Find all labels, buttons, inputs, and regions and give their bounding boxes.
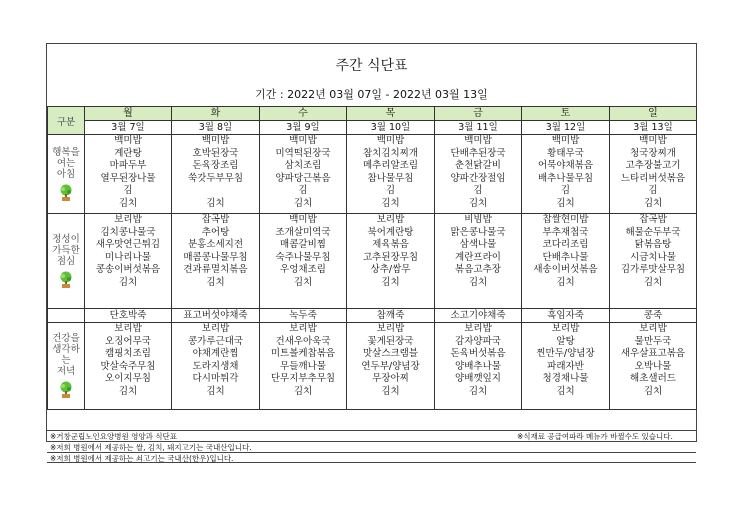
menu-item: 오박나물	[634, 360, 672, 372]
menu-item: 백미밥	[201, 135, 230, 146]
menu-item: 오이지무침	[105, 373, 151, 385]
menu-item: 백미밥	[639, 135, 667, 146]
day-name: 금	[435, 107, 522, 121]
menu-item: 김치	[643, 197, 663, 209]
day-date: 3월 12일	[522, 121, 610, 135]
menu-item: 쑥갓두부무침	[187, 172, 244, 184]
dinner-menu-cell	[610, 323, 697, 410]
menu-item: 맑은콩나물국	[450, 226, 506, 238]
dinner-row	[48, 323, 697, 410]
snack-cell: 참깨죽	[347, 309, 435, 323]
menu-item: 춘천닭갈비	[455, 160, 501, 172]
menu-item: 매콤갈비찜	[280, 239, 326, 251]
day-name: 토	[522, 107, 610, 121]
menu-item: 김치	[293, 197, 313, 209]
note-line-3	[47, 452, 696, 463]
menu-item: 김치	[206, 276, 225, 288]
menu-item: 견과류멸치볶음	[183, 264, 248, 276]
dinner-label-text: 생각하는	[52, 344, 80, 366]
day-name: 화	[172, 107, 260, 121]
breakfast-row	[48, 135, 697, 214]
note-right-text: ※식재료 공급여파라 메뉴가 바뀔수도 있습니다.	[517, 432, 673, 441]
menu-item: 보리밥	[376, 214, 405, 225]
lunch-label-text: 점심	[56, 255, 76, 267]
menu-item: 김가루맛살무침	[620, 264, 686, 276]
menu-item: 단배추나물	[542, 251, 589, 263]
day-date: 3월 8일	[172, 121, 260, 135]
day-date: 3월 13일	[610, 121, 697, 135]
menu-item: 해초샐러드	[630, 373, 676, 385]
menu-item: 무들깨나물	[280, 360, 326, 372]
menu-item: 돈육버섯볶음	[450, 348, 506, 360]
lunch-menu-cell	[85, 214, 172, 309]
menu-item: 연두부/양념장	[361, 360, 420, 372]
menu-item: 새우맛연근튀김	[95, 239, 161, 251]
menu-item: 청국장찌개	[630, 147, 676, 159]
menu-item: 김	[560, 185, 571, 197]
menu-item: 김치	[468, 197, 488, 209]
day-date: 3월 11일	[435, 121, 522, 135]
menu-item: 김치	[556, 197, 575, 209]
menu-item: 참치김치찌개	[362, 147, 419, 159]
menu-item: 참나물무침	[367, 172, 414, 184]
breakfast-label-text: 아침	[56, 168, 76, 180]
menu-item: 김치콩나물국	[100, 226, 156, 238]
menu-item: 김	[648, 185, 658, 197]
lunch-menu-cell	[172, 214, 260, 309]
lunch-menu-cell	[260, 214, 347, 309]
menu-item: 맛살스크램블	[362, 348, 419, 360]
menu-item: 물만두국	[634, 335, 672, 347]
menu-item: 김치	[118, 197, 138, 209]
menu-item: 호박된장국	[192, 147, 239, 159]
menu-item: 황태무국	[547, 147, 584, 159]
menu-item: 삼색나물	[459, 239, 497, 251]
menu-item: 배추나물무침	[537, 172, 594, 184]
plant-icon	[58, 184, 74, 202]
lunch-row	[48, 214, 697, 309]
menu-item: 새우살표고볶음	[620, 348, 686, 360]
menu-item: 맛살숙주무침	[100, 360, 156, 372]
menu-item: 김	[123, 185, 133, 197]
day-name: 월	[85, 107, 172, 121]
breakfast-menu-cell	[172, 135, 260, 214]
menu-item: 미트볼케찹볶음	[270, 348, 336, 360]
plant-icon	[58, 381, 74, 399]
lunch-label-cell	[48, 214, 85, 309]
menu-item: 보리밥	[464, 323, 492, 334]
gubun-cell: 구분	[48, 107, 85, 135]
menu-item: 김치	[381, 385, 400, 397]
menu-item: 김치	[293, 385, 313, 397]
menu-item: 코다리조림	[542, 239, 589, 251]
menu-item: 도라지생채	[192, 360, 239, 372]
dinner-menu-cell	[347, 323, 435, 410]
breakfast-menu-cell	[260, 135, 347, 214]
breakfast-menu-cell	[610, 135, 697, 214]
menu-item: 계란프라이	[455, 251, 501, 263]
menu-item: 파래자반	[547, 360, 584, 372]
menu-item: 백미밥	[289, 135, 317, 146]
menu-item: 찹쌀현미밥	[542, 214, 589, 225]
note-text-3: ※저희 병원에서 제공하는 쇠고기는 국내산(한우)입니다.	[50, 454, 234, 463]
snack-cell: 단호박죽	[85, 309, 172, 323]
menu-item: 김치	[643, 385, 663, 397]
menu-item: 백미밥	[376, 135, 405, 146]
breakfast-menu-cell	[522, 135, 610, 214]
plant-icon	[58, 271, 74, 289]
menu-item: 해물순두부국	[625, 226, 681, 238]
menu-item: 미역떡된장국	[275, 147, 331, 159]
menu-item: 양배추나물	[455, 360, 501, 372]
dinner-menu-cell	[172, 323, 260, 410]
menu-item: 단배추된장국	[450, 147, 506, 159]
menu-item: 닭볶음탕	[634, 239, 672, 251]
breakfast-menu-cell	[347, 135, 435, 214]
lunch-menu-cell	[610, 214, 697, 309]
menu-item: 삼치조림	[284, 160, 322, 172]
lunch-label-text: 정성이	[52, 233, 80, 245]
menu-item: 계란탕	[114, 147, 142, 159]
menu-item: 상추/쌈무	[370, 264, 411, 276]
menu-item: 조개살미역국	[275, 226, 331, 238]
menu-item	[172, 185, 259, 198]
menu-item: 제육볶음	[372, 239, 409, 251]
menu-item: 보리밥	[201, 323, 230, 334]
breakfast-menu-cell	[435, 135, 522, 214]
menu-item: 김치	[206, 385, 225, 397]
dinner-menu-cell	[85, 323, 172, 410]
page-title: 주간 식단표	[335, 58, 408, 74]
dinner-label-text: 저녁	[56, 366, 76, 377]
menu-item: 부추재첩국	[542, 226, 589, 238]
menu-item: 보리밥	[551, 323, 580, 334]
menu-item: 매콤콩나물무침	[183, 251, 248, 263]
menu-item: 백미밥	[114, 135, 142, 146]
menu-item: 단무지부추무침	[270, 373, 336, 385]
day-name: 목	[347, 107, 435, 121]
menu-item: 열무된장나물	[100, 172, 156, 184]
day-name: 수	[260, 107, 347, 121]
menu-item: 보리밥	[376, 323, 405, 334]
menu-item: 캠핑치조림	[105, 348, 151, 360]
menu-item: 찐만두/양념장	[536, 348, 595, 360]
menu-item: 감자양파국	[455, 335, 501, 347]
menu-item: 김치	[118, 276, 138, 288]
menu-item: 보리밥	[289, 323, 317, 334]
menu-item: 보리밥	[114, 323, 142, 334]
note-text-1: ※거창군립노인요양병원 영양과 식단표	[50, 432, 177, 441]
menu-item: 김치	[118, 385, 138, 397]
menu-item: 김치	[643, 276, 663, 288]
menu-item: 김	[298, 185, 308, 197]
menu-item: 김치	[293, 276, 313, 288]
menu-item: 양배깻잎지	[455, 373, 501, 385]
menu-item: 느타리버섯볶음	[620, 172, 686, 184]
menu-item: 새송이버섯볶음	[533, 264, 598, 276]
menu-item: 김치	[381, 276, 400, 288]
dinner-menu-cell	[260, 323, 347, 410]
snack-label-cell	[48, 309, 85, 323]
menu-item: 잡곡밥	[639, 214, 667, 225]
menu-table	[47, 106, 697, 410]
menu-item: 메추리알조림	[362, 160, 419, 172]
menu-item: 양파간장절임	[450, 172, 506, 184]
menu-item: 미나리나물	[105, 251, 151, 263]
day-name: 일	[610, 107, 697, 121]
menu-item: 백미밥	[551, 135, 580, 146]
menu-item: 김치	[556, 385, 575, 397]
menu-item: 알탕	[556, 335, 575, 347]
note-text-2: ※저희 병원에서 제공하는 쌀, 김치, 돼지고기는 국내산입니다.	[50, 443, 252, 452]
lunch-menu-cell	[522, 214, 610, 309]
menu-item: 추어탕	[201, 226, 230, 238]
dinner-label-text: 건강을	[52, 333, 80, 344]
lunch-menu-cell	[347, 214, 435, 309]
lunch-menu-cell	[435, 214, 522, 309]
menu-item: 다시마튀각	[192, 373, 239, 385]
snack-cell: 흑임자죽	[522, 309, 610, 323]
note-line-2	[47, 441, 696, 452]
dinner-menu-cell	[522, 323, 610, 410]
menu-item: 꽃게된장국	[367, 335, 414, 347]
menu-item: 어묵야채볶음	[537, 160, 594, 172]
breakfast-label-text: 여는	[56, 157, 76, 169]
menu-item: 마파두부	[109, 160, 147, 172]
note-line-1	[47, 430, 696, 441]
menu-item: 우엉채조림	[280, 264, 326, 276]
menu-item: 백미밥	[464, 135, 492, 146]
breakfast-label-text: 행복을	[52, 146, 80, 158]
menu-item: 김치	[468, 276, 488, 288]
menu-item: 비빔밥	[464, 214, 492, 225]
menu-item: 시금치나물	[630, 251, 676, 263]
menu-item: 돈육장조림	[192, 160, 239, 172]
menu-item: 콩송이버섯볶음	[95, 264, 161, 276]
snack-row	[48, 309, 697, 323]
menu-item: 김치	[206, 197, 225, 209]
menu-item: 양파당근볶음	[275, 172, 331, 184]
menu-item: 볶음고추장	[455, 264, 501, 276]
day-date: 3월 9일	[260, 121, 347, 135]
period-text: 기간 : 2022년 03월 07일 - 2022년 03월 13일	[255, 88, 488, 101]
menu-item: 잡곡밥	[201, 214, 230, 225]
menu-item: 건새우아욱국	[275, 335, 331, 347]
menu-item: 오징어무국	[105, 335, 151, 347]
menu-item: 보리밥	[639, 323, 667, 334]
menu-item: 콩가루근대국	[187, 335, 244, 347]
dinner-label-cell	[48, 323, 85, 410]
menu-item: 청경채나물	[542, 373, 589, 385]
breakfast-label-cell	[48, 135, 85, 214]
day-header-row	[48, 107, 697, 121]
menu-item: 고추장불고기	[625, 160, 681, 172]
menu-item: 김치	[468, 385, 488, 397]
snack-cell: 표고버섯야채죽	[172, 309, 260, 323]
snack-cell: 콩죽	[610, 309, 697, 323]
day-date: 3월 10일	[347, 121, 435, 135]
menu-item: 고추된장무침	[362, 251, 419, 263]
date-header-row	[48, 121, 697, 135]
snack-cell: 녹두죽	[260, 309, 347, 323]
day-date: 3월 7일	[85, 121, 172, 135]
menu-item: 숙주나물무침	[275, 251, 331, 263]
menu-item: 백미밥	[289, 214, 317, 225]
menu-item: 분홍소세지전	[187, 239, 244, 251]
breakfast-menu-cell	[85, 135, 172, 214]
menu-item: 보리밥	[114, 214, 142, 225]
menu-item: 북어계란탕	[367, 226, 414, 238]
dinner-menu-cell	[435, 323, 522, 410]
menu-item: 야채계란찜	[192, 348, 239, 360]
menu-item: 김치	[381, 197, 400, 209]
menu-item: 무장아찌	[372, 373, 409, 385]
snack-cell: 소고기야채죽	[435, 309, 522, 323]
menu-item: 김	[473, 185, 483, 197]
menu-item: 김	[385, 185, 396, 197]
menu-item: 김치	[556, 276, 575, 288]
lunch-label-text: 가득한	[52, 244, 80, 256]
